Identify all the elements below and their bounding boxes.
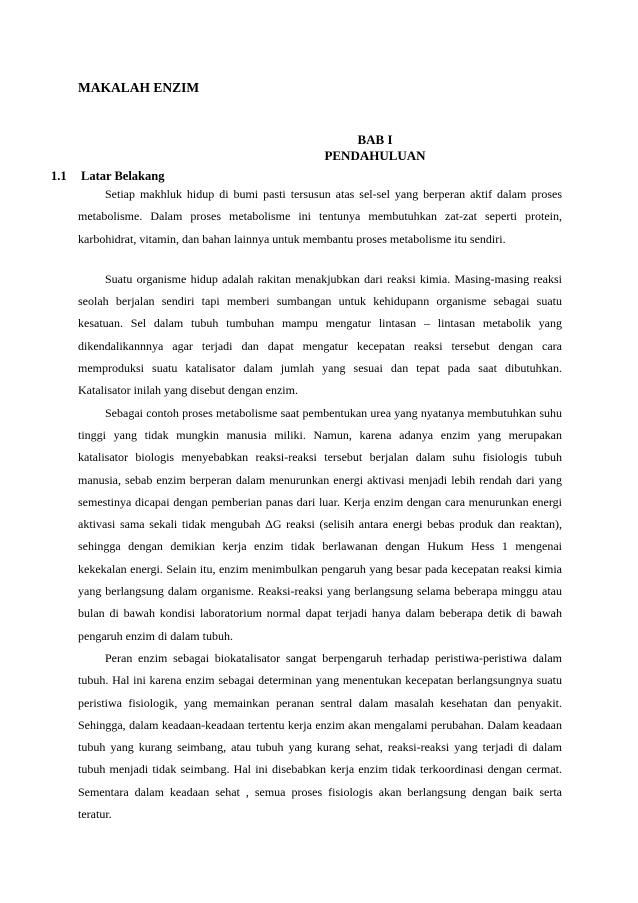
section-heading xyxy=(51,169,164,184)
paragraph: Sebagai contoh proses metabolisme saat pembentukan urea yang nyatanya membutuhkan suhu tinggi yang tidak mungkin manusia miliki. Namun, karena adanya enzim yang merupakan katalisator biologis menyebabkan reaksi-reaksi tersebut berjalan dalam suhu fisiologis tubuh manusia, sebab enzim berperan dalam menurunkan energi aktivasi menjadi lebih rendah dari yang semestinya dicapai dengan pemberian panas dari luar. Kerja enzim dengan cara menurunkan energi aktivasi sama sekali tidak mengubah ΔG reaksi (selisih antara energi bebas produk dan reaktan), sehingga dengan demikian kerja enzim tidak berlawanan dengan Hukum Hess 1 mengenai kekekalan energi. Selain itu, enzim menimbulkan pengaruh yang besar pada kecepatan reaksi kimia yang berlangsung dalam organisme. Reaksi-reaksi yang berlangsung selama beberapa minggu atau bulan di bawah kondisi laboratorium normal dapat terjadi hanya dalam beberapa detik di bawah pengaruh enzim di dalam tubuh. xyxy=(78,405,562,643)
chapter-number: BAB I xyxy=(357,132,393,147)
document-title: MAKALAH ENZIM xyxy=(78,80,200,95)
section-number: 1.1 xyxy=(51,169,67,183)
document-body xyxy=(78,183,562,825)
section-title: Latar Belakang xyxy=(81,169,165,183)
paragraph: Peran enzim sebagai biokatalisator sangat berpengaruh terhadap peristiwa-peristiwa dalam tubuh. Hal ini karena enzim sebagai determinan yang menentukan kecepatan berlangsungnya suatu peristiwa fisiologik, yang memainkan peranan sentral dalam masalah kesehatan dan penyakit. Sehingga, dalam keadaan-keadaan tertentu kerja enzim akan mengalami perubahan. Dalam keadaan tubuh yang kurang seimbang, atau tubuh yang kurang sehat, reaksi-reaksi yang terjadi di dalam tubuh menjadi tidak seimbang. Hal ini disebabkan kerja enzim tidak terkoordinasi dengan cermat. Sementara dalam keadaan sehat , semua proses fisiologis akan berlangsung dengan baik serta teratur. xyxy=(78,650,562,822)
paragraph: Setiap makhluk hidup di bumi pasti tersusun atas sel-sel yang berperan aktif dalam proses metabolisme. Dalam proses metabolisme ini tentunya membutuhkan zat-zat seperti protein, karbohidrat, vitamin, dan bahan lainnya untuk membantu proses metabolisme itu sendiri. xyxy=(78,187,562,246)
paragraph: Suatu organisme hidup adalah rakitan menakjubkan dari reaksi kimia. Masing-masing reaksi seolah berjalan sendiri tapi memberi sumbangan untuk kehidupann organisme sebagai suatu kesatuan. Sel dalam tubuh tumbuhan mampu mengatur lintasan – lintasan metabolik yang dikendalikannnya agar terjadi dan dapat mengatur kecepatan reaksi tersebut dengan cara memproduksi suatu katalisator dalam jumlah yang sesuai dan tepat pada saat dibutuhkan. Katalisator inilah yang disebut dengan enzim. xyxy=(78,271,562,398)
chapter-title: PENDAHULUAN xyxy=(324,148,426,163)
